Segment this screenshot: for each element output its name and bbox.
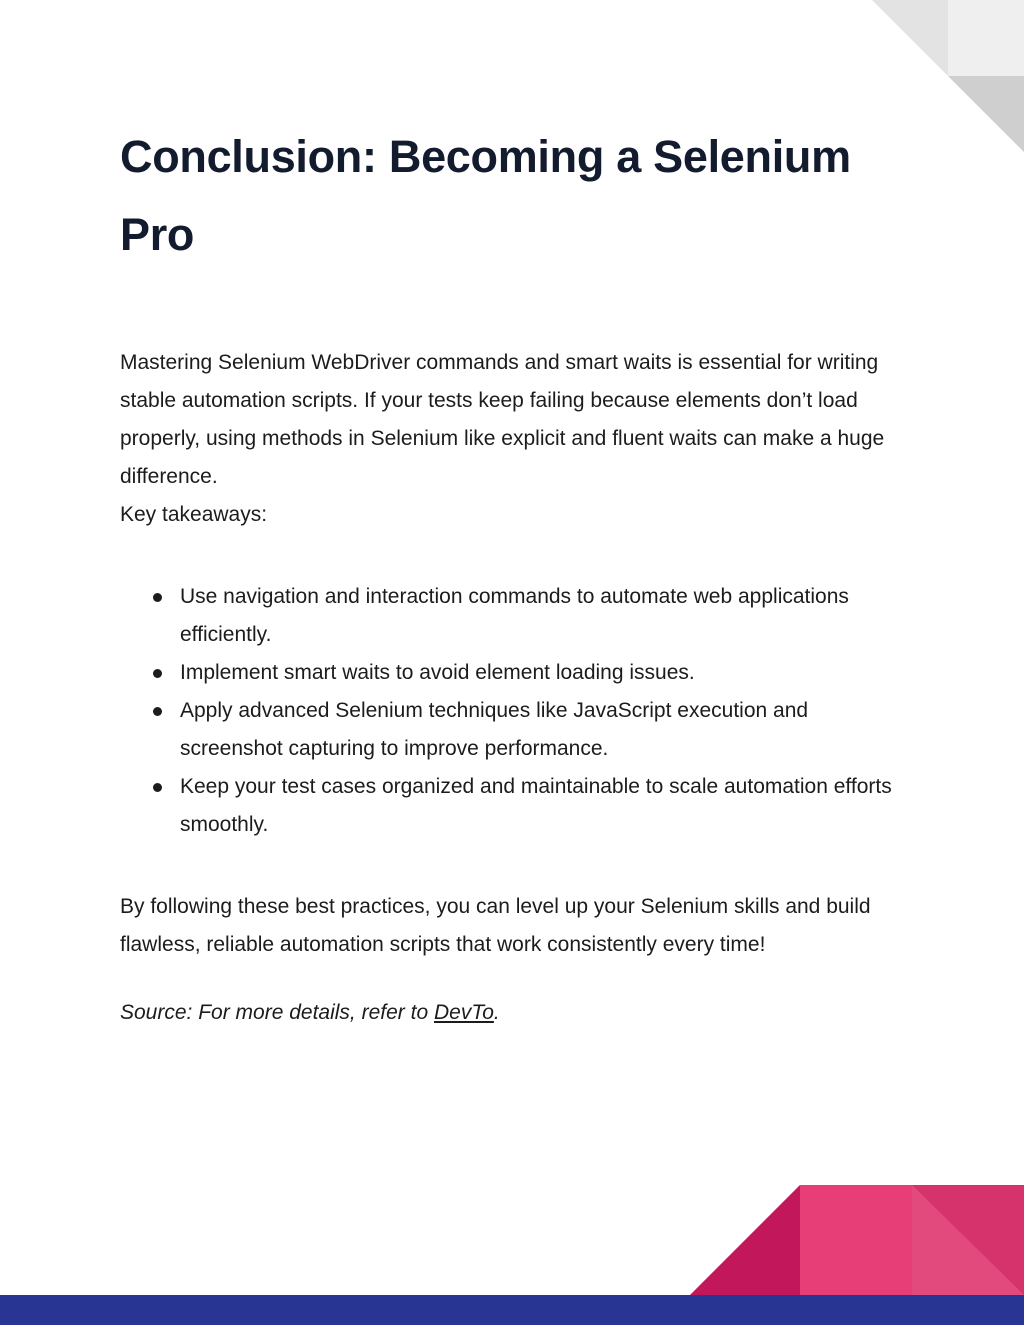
intro-text: Mastering Selenium WebDriver commands and smart waits is essential for writing stable automation scripts. If your tests keep failing because elements don’t load properly, using methods in Selenium like explicit and fluent waits can make a huge difference. [120, 351, 885, 488]
page-title: Conclusion: Becoming a Selenium Pro [120, 131, 851, 260]
bullet-icon [153, 593, 162, 602]
list-item-text: Keep your test cases organized and maintainable to scale automation efforts smoothly. [180, 775, 892, 836]
devto-link[interactable]: DevTo [433, 1001, 494, 1024]
corner-decoration-bottom [690, 1185, 1024, 1295]
bullet-icon [153, 783, 162, 792]
closing-paragraph: By following these best practices, you can level up your Selenium skills and build flawless, reliable automation scripts that work consistently every time! [120, 895, 871, 956]
intro-paragraph [120, 344, 910, 534]
list-item-text: Implement smart waits to avoid element loading issues. [180, 661, 695, 684]
list-item-text: Use navigation and interaction commands to automate web applications efficiently. [180, 585, 849, 646]
bullet-icon [153, 669, 162, 678]
list-item [120, 578, 910, 654]
footer-bar [0, 1295, 1024, 1325]
document-body [120, 118, 910, 1032]
list-item [120, 654, 910, 692]
takeaways-label: Key takeaways: [120, 503, 268, 526]
source-prefix: Source: For more details, refer to [120, 1001, 434, 1024]
list-item-text: Apply advanced Selenium techniques like JavaScript execution and screenshot capturing to improve performance. [180, 699, 809, 760]
source-line [120, 994, 910, 1032]
bullet-icon [153, 707, 162, 716]
takeaways-list [120, 578, 910, 844]
source-suffix: . [493, 1001, 500, 1024]
list-item [120, 768, 910, 844]
list-item [120, 692, 910, 768]
